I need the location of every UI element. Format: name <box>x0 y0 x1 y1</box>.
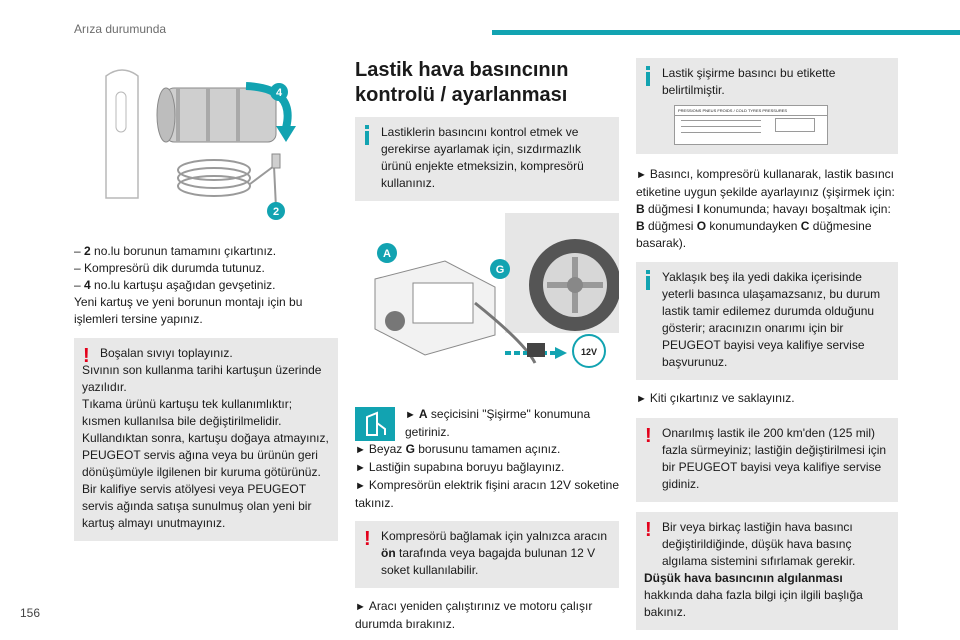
step-row: – 2 no.lu borunun tamamını çıkartınız. <box>74 244 277 258</box>
compressor-info-box: Lastiklerin basıncını kontrol etmek ve gerekirse ayarlamak için, sızdırmazlık ürünü enjekte etmeksizin, kompresörü kullanınız. <box>355 117 619 201</box>
reassembly-note: Yeni kartuş ve yeni borunun montajı için bu işlemleri tersine yapınız. <box>74 295 303 326</box>
selector-step: ► A seçicisini "Şişirme" konumuna getiriniz. <box>355 406 619 441</box>
middle-column <box>355 58 619 633</box>
section-header: Arıza durumunda <box>74 22 167 36</box>
pressure-adjust-step: ► Basıncı, kompresörü kullanarak, lastik basıncı etiketine uygun şekilde ayarlayınız (şişirmek için: B düğmesi I konumunda; havayı boşaltmak için: B düğmesi O konumundayken C düğmesine basarak). <box>636 167 895 250</box>
socket-warning-box: ! Kompresörü bağlamak için yalnızca aracın ön tarafında veya bagajda bulunan 12 V soket kullanılabilir. <box>355 521 619 588</box>
header-accent-bar <box>492 30 960 35</box>
info-icon <box>364 125 370 145</box>
store-kit-step: ► Kiti çıkartınız ve saklayınız. <box>636 391 795 405</box>
reset-warning-box: ! Bir veya birkaç lastiğin hava basıncı değiştirildiğinde, düşük hava basınç algılama sistemini sıfırlamak gerekir. Düşük hava basıncının algılanması hakkında daha fazla bilgi için ilgili başlığa bakınız. <box>636 512 898 630</box>
tyre-pressure-label-illustration: PRESSIONS PNEUS FROIDS / COLD TYRES PRESSURES <box>674 105 828 145</box>
warning-icon: ! <box>645 519 652 541</box>
warning-icon: ! <box>364 528 371 550</box>
svg-text:4: 4 <box>275 87 283 99</box>
label-info-box: Lastik şişirme basıncı bu etikette belirtilmiştir. PRESSIONS PNEUS FROIDS / COLD TYRES PRESSURES <box>636 58 898 154</box>
step-row: – 4 no.lu kartuşu aşağıdan gevşetiniz. <box>74 278 276 292</box>
hose-coil <box>178 160 276 208</box>
right-column <box>636 58 898 630</box>
step-row: ► Kompresörün elektrik fişini aracın 12V soketine takınız. <box>355 478 620 510</box>
disposal-warning-box: ! Boşalan sıvıyı toplayınız. Sıvının son kullanma tarihi kartuşun üzerinde yazılıdır. Tıkama ürünü kartuşu tek kullanımlıktır; kısmen kullanılsa bile değiştirilmelidir. Kullandıktan sonra, kartuşu doğaya atmayınız, PEUGEOT servis ağına veya bu ürünün geri dönüşümüyle ilgilenen bir kuruma götürünüz. Bir kalifiye servis atölyesi veya PEUGEOT servis ağında satışa sunulmuş olan yeni bir kartuş almayı unutmayınız. <box>74 338 338 541</box>
compressor-illustration <box>355 213 619 391</box>
repaired-tyre-warning-box: ! Onarılmış lastik ile 200 km'den (125 mil) fazla sürmeyiniz; lastiğin değiştirilmesi için bir PEUGEOT bayisi veya kalifiye servise gidiniz. <box>636 418 898 502</box>
svg-text:2: 2 <box>272 206 280 218</box>
page-number: 156 <box>20 606 41 620</box>
connection-steps <box>355 441 619 512</box>
step-row: ► Beyaz G borusunu tamamen açınız. <box>355 442 561 456</box>
svg-text:G: G <box>495 264 505 276</box>
warning-icon: ! <box>645 425 652 447</box>
step-row: – Kompresörü dik durumda tutunuz. <box>74 261 265 275</box>
compressor-mode-icon <box>355 407 395 441</box>
removal-steps <box>74 243 338 328</box>
restart-step: ► Aracı yeniden çalıştırınız ve motoru çalışır durumda bırakınız. <box>355 599 593 631</box>
svg-text:A: A <box>383 248 391 260</box>
left-column <box>74 58 338 541</box>
cartridge-illustration <box>96 58 316 228</box>
warning-icon: ! <box>83 345 90 367</box>
timeout-info-box: Yaklaşık beş ila yedi dakika içerisinde yeterli basınca ulaşamazsanız, bu durum lastik tamir edilemez durumda olduğunu gösterir; aracınızın onarımı için bir PEUGEOT bayisi veya kalifiye servise başvurunuz. <box>636 262 898 380</box>
step-row: ► Lastiğin supabına boruyu bağlayınız. <box>355 460 565 474</box>
info-icon <box>645 66 651 86</box>
info-icon <box>645 270 651 290</box>
svg-text:12V: 12V <box>580 347 598 357</box>
cartridge-cylinder <box>157 88 276 142</box>
page-title: Lastik hava basıncının kontrolü / ayarlanması <box>355 59 569 106</box>
